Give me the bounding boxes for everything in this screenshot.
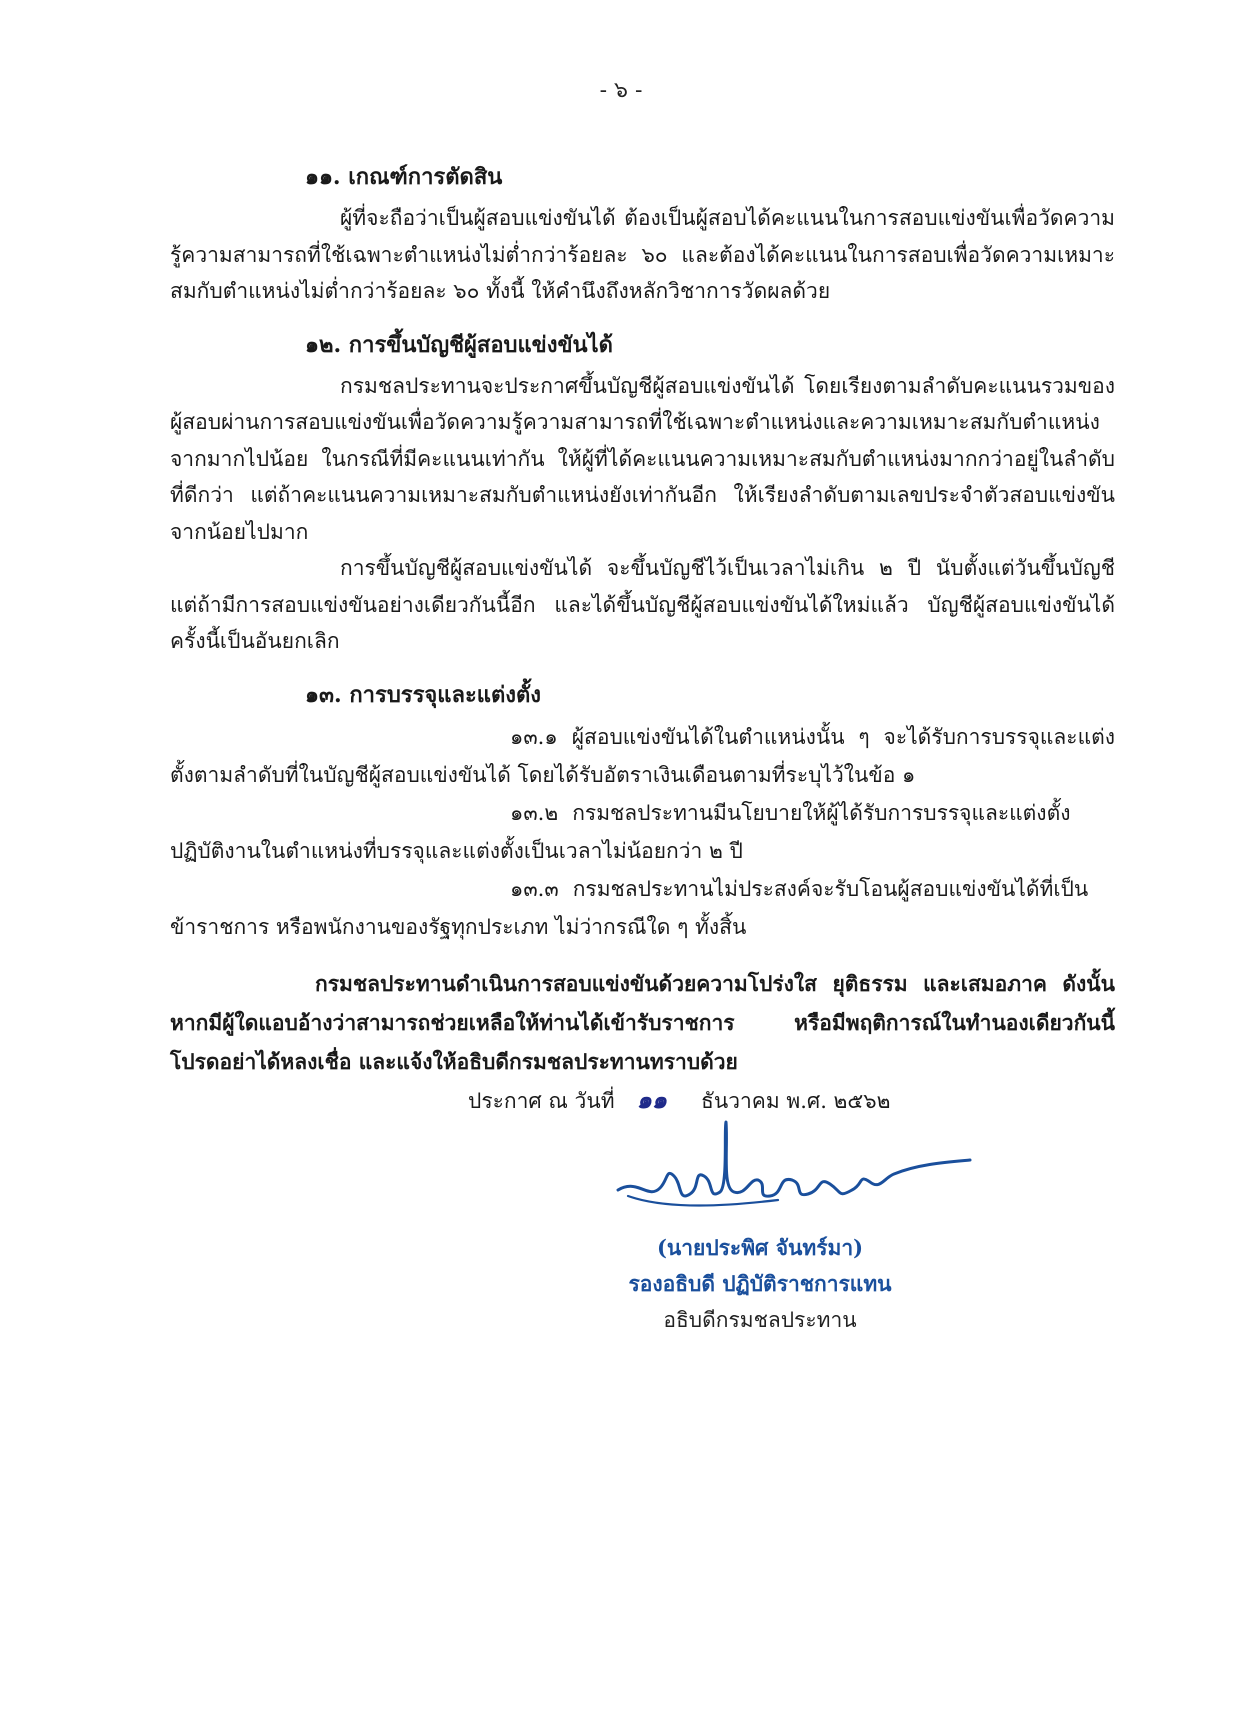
- section-heading: ๑๑. เกณฑ์การตัดสิน: [305, 164, 503, 190]
- sub-item-text: กรมชลประทานไม่ประสงค์จะรับโอนผู้สอบแข่งขันได้ที่เป็นข้าราชการ หรือพนักงานของรัฐทุกประเภท ไม่ว่ากรณีใด ๆ ทั้งสิ้น: [170, 876, 1089, 939]
- section-13: [170, 678, 1115, 946]
- sub-item: [170, 870, 1115, 946]
- sub-item-number: ๑๓.๒: [510, 800, 559, 825]
- sub-item-number: ๑๓.๑: [510, 724, 558, 749]
- transparency-notice: กรมชลประทานดำเนินการสอบแข่งขันด้วยความโปร่งใส ยุติธรรม และเสมอภาค ดังนั้น หากมีผู้ใดแอบอ้างว่าสามารถช่วยเหลือให้ท่านได้เข้ารับราชการ หรือมีพฤติการณ์ในทำนองเดียวกันนี้ โปรดอย่าได้หลงเชื่อ และแจ้งให้อธิบดีกรมชลประทานทราบด้วย: [170, 970, 1115, 1074]
- section-12: [170, 328, 1115, 660]
- paragraph: กรมชลประทานจะประกาศขึ้นบัญชีผู้สอบแข่งขันได้ โดยเรียงตามลำดับคะแนนรวมของผู้สอบผ่านการสอบแข่งขันเพื่อวัดความรู้ความสามารถที่ใช้เฉพาะตำแหน่งและความเหมาะสมกับตำแหน่งจากมากไปน้อย ในกรณีที่มีคะแนนเท่ากัน ให้ผู้ที่ได้คะแนนความเหมาะสมกับตำแหน่งมากกว่าอยู่ในลำดับที่ดีกว่า แต่ถ้าคะแนนความเหมาะสมกับตำแหน่งยังเท่ากันอีก ให้เรียงลำดับตามเลขประจำตัวสอบแข่งขันจากน้อยไปมาก: [170, 373, 1115, 544]
- sub-item-text: กรมชลประทานมีนโยบายให้ผู้ได้รับการบรรจุและแต่งตั้งปฏิบัติงานในตำแหน่งที่บรรจุและแต่งตั้งเป็นเวลาไม่น้อยกว่า ๒ ปี: [170, 800, 1071, 863]
- signatory-position: รองอธิบดี ปฏิบัติราชการแทน: [628, 1271, 892, 1296]
- section-11: [170, 160, 1115, 310]
- signatory-name: (นายประพิศ จันทร์มา): [656, 1235, 864, 1260]
- sub-item: [170, 718, 1115, 794]
- section-heading: ๑๒. การขึ้นบัญชีผู้สอบแข่งขันได้: [305, 331, 613, 358]
- paragraph: ผู้ที่จะถือว่าเป็นผู้สอบแข่งขันได้ ต้องเป็นผู้สอบได้คะแนนในการสอบแข่งขันเพื่อวัดความรู้ความสามารถที่ใช้เฉพาะตำแหน่งไม่ต่ำกว่าร้อยละ ๖๐ และต้องได้คะแนนในการสอบเพื่อวัดความเหมาะสมกับตำแหน่งไม่ต่ำกว่าร้อยละ ๖๐ ทั้งนี้ ให้คำนึงถึงหลักวิชาการวัดผลด้วย: [170, 206, 1115, 303]
- announcement-day: ๑๑: [636, 1086, 668, 1114]
- section-heading: ๑๓. การบรรจุและแต่งตั้ง: [305, 681, 542, 708]
- handwritten-signature: [608, 1118, 978, 1218]
- sub-item: [170, 794, 1115, 870]
- sub-item-text: ผู้สอบแข่งขันได้ในตำแหน่งนั้น ๆ จะได้รับการบรรจุและแต่งตั้งตามลำดับที่ในบัญชีผู้สอบแข่งขันได้ โดยได้รับอัตราเงินเดือนตามที่ระบุไว้ในข้อ ๑: [170, 724, 1115, 787]
- announcement-prefix: ประกาศ ณ วันที่: [468, 1089, 615, 1113]
- paragraph: การขึ้นบัญชีผู้สอบแข่งขันได้ จะขึ้นบัญชีไว้เป็นเวลาไม่เกิน ๒ ปี นับตั้งแต่วันขึ้นบัญชี แต่ถ้ามีการสอบแข่งขันอย่างเดียวกันนี้อีก และได้ขึ้นบัญชีผู้สอบแข่งขันได้ใหม่แล้ว บัญชีผู้สอบแข่งขันได้ครั้งนี้เป็นอันยกเลิก: [170, 556, 1115, 653]
- signature-block: [560, 1230, 960, 1338]
- signatory-organization: อธิบดีกรมชลประทาน: [663, 1308, 857, 1332]
- announcement-month-year: ธันวาคม พ.ศ. ๒๕๖๒: [701, 1089, 891, 1113]
- sub-item-number: ๑๓.๓: [510, 876, 559, 901]
- document-body: [170, 160, 1115, 1081]
- announcement-date: [468, 1080, 890, 1119]
- page-number: - ๖ -: [599, 78, 643, 103]
